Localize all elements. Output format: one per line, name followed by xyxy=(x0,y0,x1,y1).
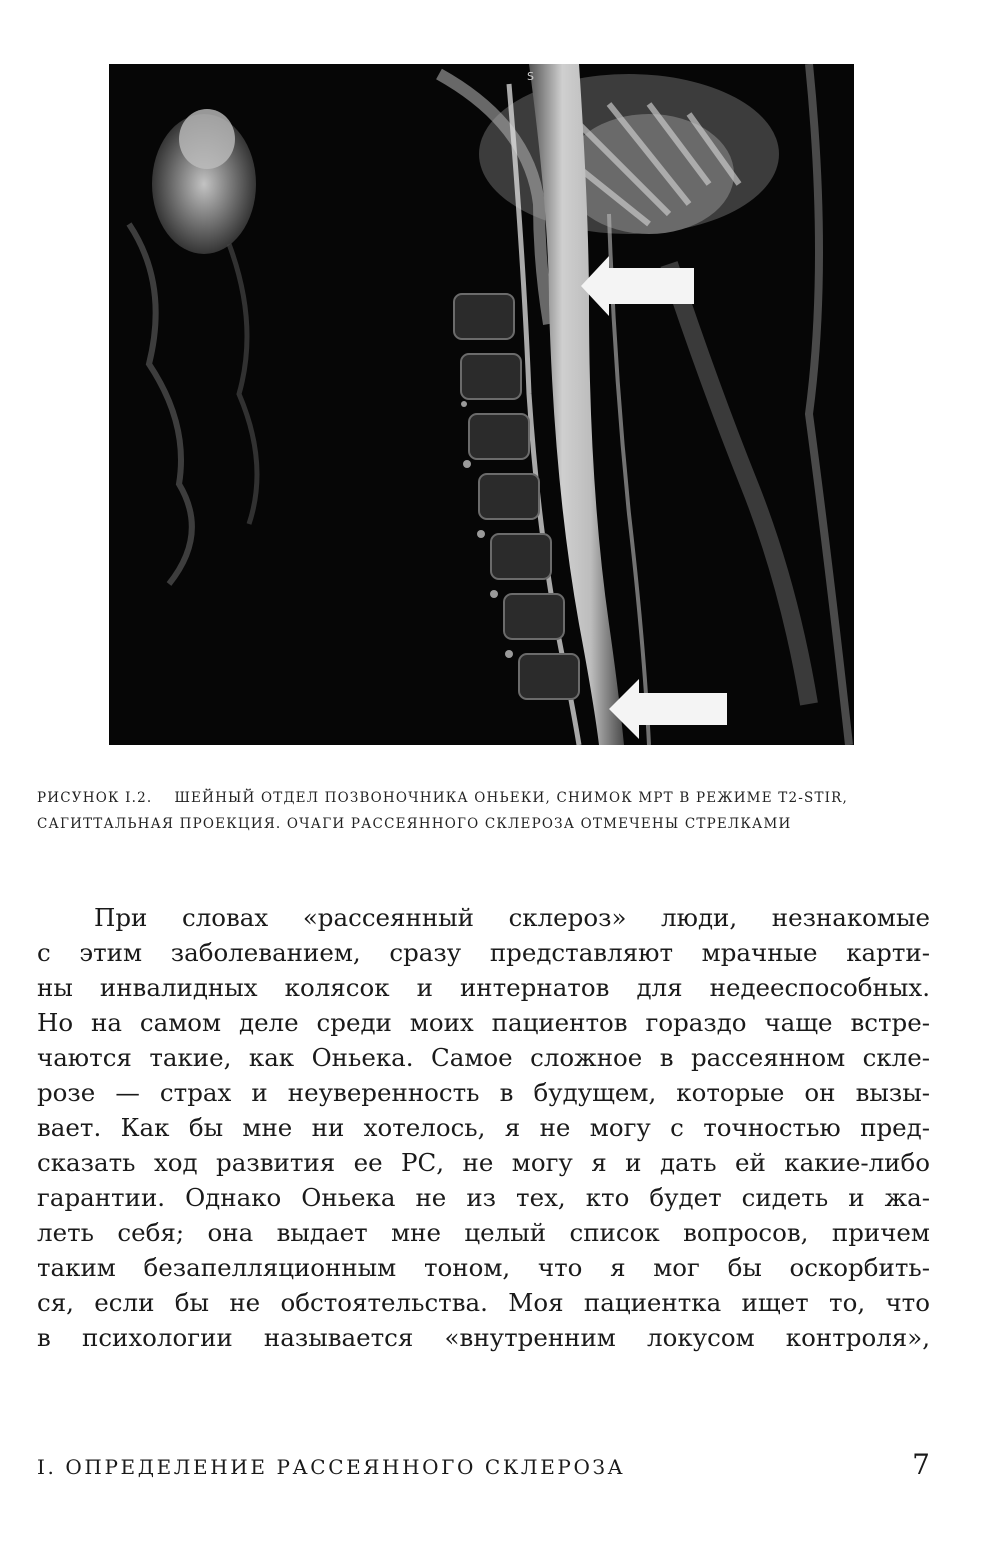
body-line: чаются такие, как Оньека. Самое сложное в рассеянном скле- xyxy=(37,1043,930,1072)
figure-caption-label: РИСУНОК I.2. xyxy=(37,790,153,806)
mri-orientation-label: S xyxy=(527,70,534,83)
body-line: вает. Как бы мне ни хотелось, я не могу с точностью пред- xyxy=(37,1113,930,1142)
body-line: с этим заболеванием, сразу представляют мрачные карти- xyxy=(37,938,930,967)
body-line: ся, если бы не обстоятельства. Моя пациентка ищет то, что xyxy=(37,1288,930,1317)
body-line: леть себя; она выдает мне целый список вопросов, причем xyxy=(37,1218,930,1247)
body-line: розе — страх и неуверенность в будущем, которые он вызы- xyxy=(37,1078,930,1107)
page-number: 7 xyxy=(912,1448,930,1481)
body-line: таким безапелляционным тоном, что я мог бы оскорбить- xyxy=(37,1253,930,1282)
body-line: гарантии. Однако Оньека не из тех, кто будет сидеть и жа- xyxy=(37,1183,930,1212)
mri-image xyxy=(109,64,854,745)
body-paragraph xyxy=(37,900,930,1355)
figure-caption-text: ШЕЙНЫЙ ОТДЕЛ ПОЗВОНОЧНИКА ОНЬЕКИ, СНИМОК МРТ В РЕЖИМЕ T2-STIR, САГИТТАЛЬНАЯ ПРОЕКЦИЯ. ОЧАГИ РАССЕЯННОГО СКЛЕРОЗА ОТМЕЧЕНЫ СТРЕЛКАМИ xyxy=(37,790,849,832)
body-line: При словах «рассеянный склероз» люди, незнакомые xyxy=(94,903,930,932)
mri-figure xyxy=(109,64,854,745)
body-line: сказать ход развития ее РС, не могу я и дать ей какие-либо xyxy=(37,1148,930,1177)
body-line: ны инвалидных колясок и интернатов для недееспособных. xyxy=(37,973,930,1002)
body-line: Но на самом деле среди моих пациентов гораздо чаще встре- xyxy=(37,1008,930,1037)
body-line: в психологии называется «внутренним локусом контроля», xyxy=(37,1323,930,1352)
running-footer-chapter-title: I. ОПРЕДЕЛЕНИЕ РАССЕЯННОГО СКЛЕРОЗА xyxy=(37,1455,626,1479)
figure-caption xyxy=(37,785,917,837)
